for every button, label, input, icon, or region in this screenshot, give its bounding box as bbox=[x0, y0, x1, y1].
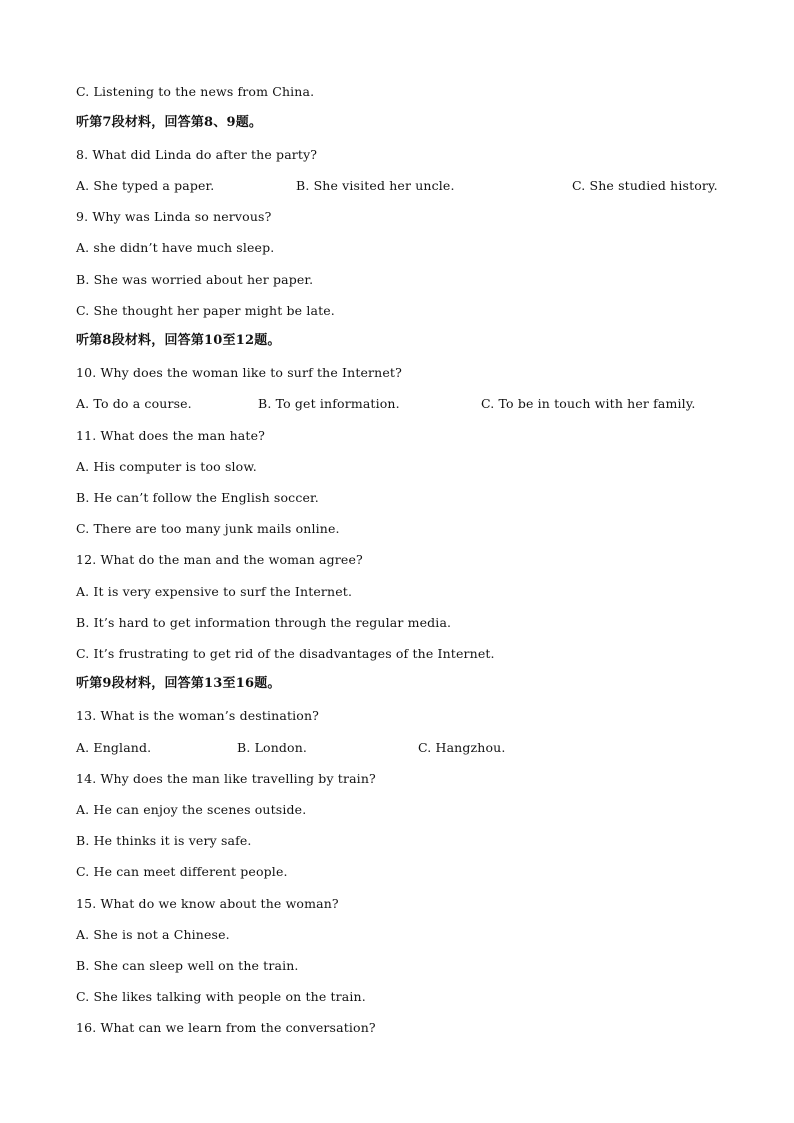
q15-option-a: A. She is not a Chinese. bbox=[76, 927, 230, 942]
q13-option-b: B. London. bbox=[237, 740, 308, 755]
question-8: 8. What did Linda do after the party? bbox=[76, 147, 318, 162]
q14-option-b: B. He thinks it is very safe. bbox=[76, 833, 252, 848]
q12-option-c: C. It’s frustrating to get rid of the disadvantages of the Internet. bbox=[76, 646, 495, 661]
q10-option-a: A. To do a course. bbox=[76, 396, 192, 411]
section-heading-8: 听第8段材料，回答第10至12题。 bbox=[76, 333, 281, 348]
question-9: 9. Why was Linda so nervous? bbox=[76, 209, 272, 224]
q13-option-c: C. Hangzhou. bbox=[418, 740, 506, 755]
q15-option-c: C. She likes talking with people on the train. bbox=[76, 989, 366, 1004]
q9-option-c: C. She thought her paper might be late. bbox=[76, 303, 335, 318]
q10-option-c: C. To be in touch with her family. bbox=[481, 396, 696, 411]
question-14: 14. Why does the man like travelling by train? bbox=[76, 771, 376, 786]
q8-option-b: B. She visited her uncle. bbox=[296, 178, 455, 193]
q8-option-c: C. She studied history. bbox=[572, 178, 718, 193]
section-heading-7: 听第7段材料，回答第8、9题。 bbox=[76, 115, 263, 130]
q15-option-b: B. She can sleep well on the train. bbox=[76, 958, 299, 973]
q12-option-b: B. It’s hard to get information through the regular media. bbox=[76, 615, 452, 630]
question-15: 15. What do we know about the woman? bbox=[76, 896, 339, 911]
q8-option-a: A. She typed a paper. bbox=[76, 178, 215, 193]
q11-option-c: C. There are too many junk mails online. bbox=[76, 521, 340, 536]
section-heading-9: 听第9段材料，回答第13至16题。 bbox=[76, 676, 281, 691]
question-12: 12. What do the man and the woman agree? bbox=[76, 552, 363, 567]
q13-option-a: A. England. bbox=[76, 740, 152, 755]
q12-option-a: A. It is very expensive to surf the Internet. bbox=[76, 584, 353, 599]
question-10: 10. Why does the woman like to surf the Internet? bbox=[76, 365, 402, 380]
q9-option-b: B. She was worried about her paper. bbox=[76, 272, 314, 287]
question-11: 11. What does the man hate? bbox=[76, 428, 265, 443]
q14-option-a: A. He can enjoy the scenes outside. bbox=[76, 802, 307, 817]
question-13: 13. What is the woman’s destination? bbox=[76, 708, 320, 723]
q9-option-a: A. she didn’t have much sleep. bbox=[76, 240, 275, 255]
q14-option-c: C. He can meet different people. bbox=[76, 864, 288, 879]
question-16: 16. What can we learn from the conversation? bbox=[76, 1020, 376, 1035]
q10-option-b: B. To get information. bbox=[258, 396, 400, 411]
q11-option-a: A. His computer is too slow. bbox=[76, 459, 257, 474]
q11-option-b: B. He can’t follow the English soccer. bbox=[76, 490, 319, 505]
q7-option-c: C. Listening to the news from China. bbox=[76, 84, 315, 99]
